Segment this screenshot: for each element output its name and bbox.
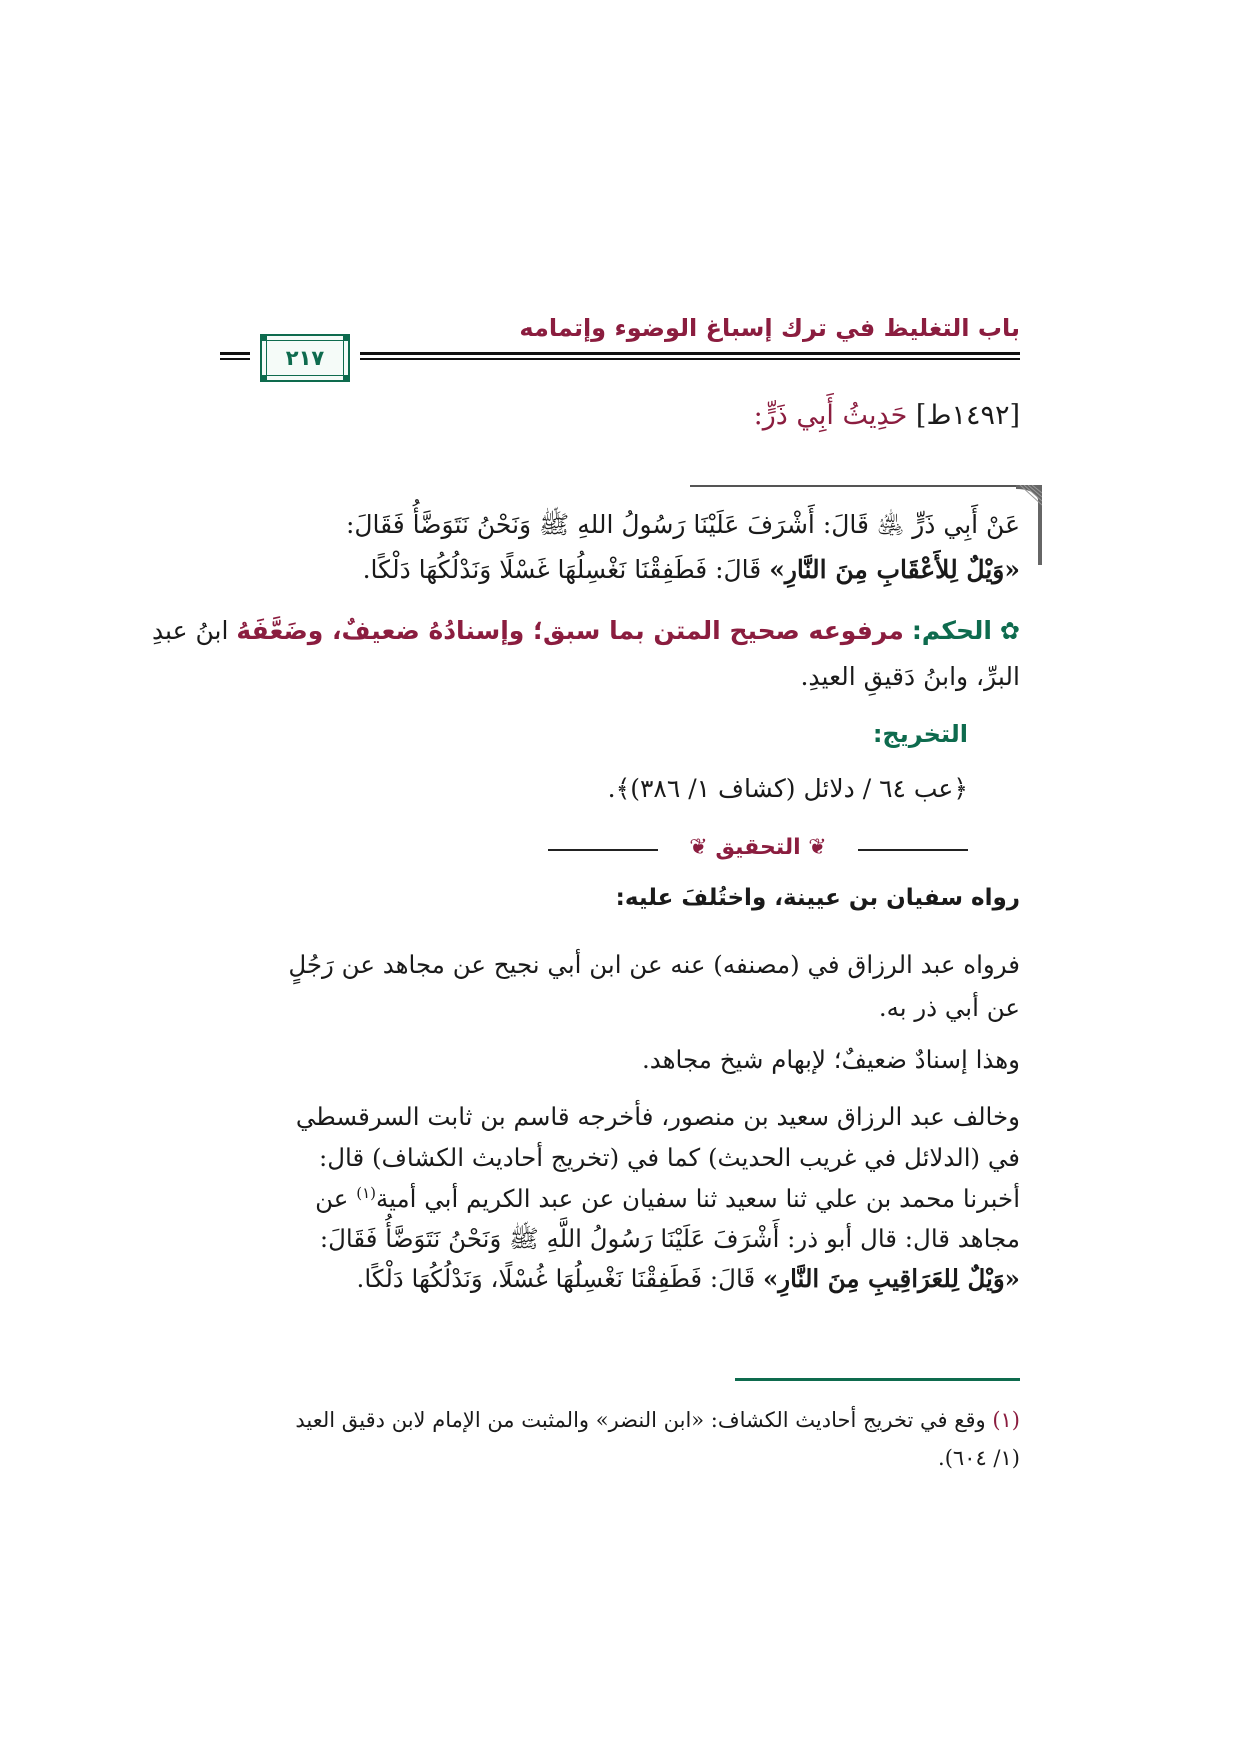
- judgment-line-2: البرِّ، وابنُ دَقيقِ العيدِ.: [800, 662, 1020, 691]
- hadith-top-rule: [690, 485, 1020, 487]
- judgment-line-1: [151, 616, 1020, 645]
- paragraph-3-line-5: [220, 1264, 1020, 1293]
- prophetic-saying: «وَيْلٌ لِلعَرَاقِيبِ مِنَ النَّارِ»: [762, 1264, 1020, 1293]
- paragraph-3-line-3b: عن: [315, 1184, 357, 1214]
- judgment-verdict: مرفوعه صحيح المتن بما سبق؛ وإسنادُهُ ضعيفٌ، وضَعَّفَهُ: [236, 616, 904, 645]
- page-number: ٢١٧: [285, 346, 325, 370]
- paragraph-3-line-3a: أخبرنا محمد بن علي ثنا سعيد ثنا سفيان عن عبد الكريم أبي أمية: [376, 1184, 1020, 1214]
- paragraph-2: وهذا إسنادٌ ضعيفٌ؛ لإبهام شيخ مجاهد.: [641, 1045, 1020, 1074]
- paragraph-3-line-1: وخالف عبد الرزاق سعيد بن منصور، فأخرجه قاسم بن ثابت السرقسطي: [295, 1102, 1020, 1131]
- judgment-rest-1: ابنُ عبدِ: [151, 616, 237, 645]
- header-rule-left-thin: [220, 358, 250, 360]
- judgment-label: الحكم:: [911, 616, 992, 645]
- paragraph-1-line-2: عن أبي ذر به.: [878, 993, 1020, 1022]
- header-rule-thin: [360, 358, 1020, 360]
- footnote-marker[interactable]: (١): [356, 1184, 376, 1202]
- page-number-inner: [266, 340, 344, 376]
- running-header: [220, 300, 1020, 390]
- tahqiq-title: [548, 835, 968, 860]
- footnote-number: (١): [992, 1408, 1020, 1432]
- tahqiq-label: التحقيق: [715, 835, 801, 860]
- paragraph-1-line-1: فرواه عبد الرزاق في (مصنفه) عنه عن ابن أبي نجيح عن مجاهد عن رَجُلٍ: [288, 950, 1020, 979]
- hadith-line-2: [220, 555, 1020, 584]
- hadith-text-block: [220, 493, 1020, 584]
- header-rule-thick: [360, 352, 1020, 355]
- hadith-title: حَدِيثُ أَبِي ذَرٍّ:: [753, 400, 908, 431]
- takhrij-reference: ﴿عب ٦٤ / دلائل (كشاف ١/ ٣٨٦)﴾.: [607, 774, 968, 803]
- prophetic-saying: «وَيْلٌ لِلأَعْقَابِ مِنَ النَّارِ»: [769, 555, 1020, 584]
- footnote-text: وقع في تخريج أحاديث الكشاف: «ابن النضر» والمثبت من الإمام لابن دقيق العيد: [295, 1408, 993, 1432]
- hadith-line-1: عَنْ أَبِي ذَرٍّ ﵁ قَالَ: أَشْرَفَ عَلَيْنَا رَسُولُ اللهِ ﷺ وَنَحْنُ نَتَوَضَّأُ فَقَالَ:: [345, 510, 1020, 539]
- hadith-line-2-rest: قَالَ: فَطَفِقْنَا نَغْسِلُهَا غَسْلًا وَنَدْلُكُهَا دَلْكًا.: [362, 555, 770, 584]
- footnote-1-line-1: [220, 1408, 1020, 1432]
- paragraph-3-line-5-rest: قَالَ: فَطَفِقْنَا نَغْسِلُهَا غُسْلًا، وَنَدْلُكُهَا دَلْكًا.: [356, 1264, 763, 1293]
- frame-corner-ornament: [343, 334, 350, 341]
- header-rule-left-thick: [220, 352, 250, 355]
- frame-corner-ornament: [343, 375, 350, 382]
- rosette-icon: ✿: [999, 617, 1020, 645]
- paragraph-3-line-2: في (الدلائل في غريب الحديث) كما في (تخريج أحاديث الكشاف) قال:: [318, 1143, 1020, 1172]
- hadith-number: [١٤٩٢ط]: [915, 400, 1020, 431]
- ornament-icon: ❦: [689, 835, 716, 860]
- footnote-rule: [735, 1378, 1020, 1381]
- ornament-icon: ❦: [800, 835, 827, 860]
- footnote-1-line-2: (١/ ٦٠٤).: [938, 1446, 1020, 1470]
- page-number-frame: [260, 334, 350, 382]
- paragraph-3-line-3: [220, 1184, 1020, 1213]
- tahqiq-divider: [548, 835, 968, 865]
- takhrij-label: التخريج:: [872, 720, 968, 748]
- chapter-title: باب التغليظ في ترك إسباغ الوضوء وإتمامه: [519, 314, 1020, 342]
- section-subhead: رواه سفيان بن عيينة، واختُلفَ عليه:: [615, 885, 1020, 911]
- hadith-heading: [754, 400, 1020, 431]
- paragraph-3-line-4: مجاهد قال: قال أبو ذر: أَشْرَفَ عَلَيْنَا رَسُولُ اللَّهِ ﷺ وَنَحْنُ نَتَوَضَّأُ فَقَالَ:: [319, 1224, 1020, 1253]
- frame-corner-ornament: [260, 375, 267, 382]
